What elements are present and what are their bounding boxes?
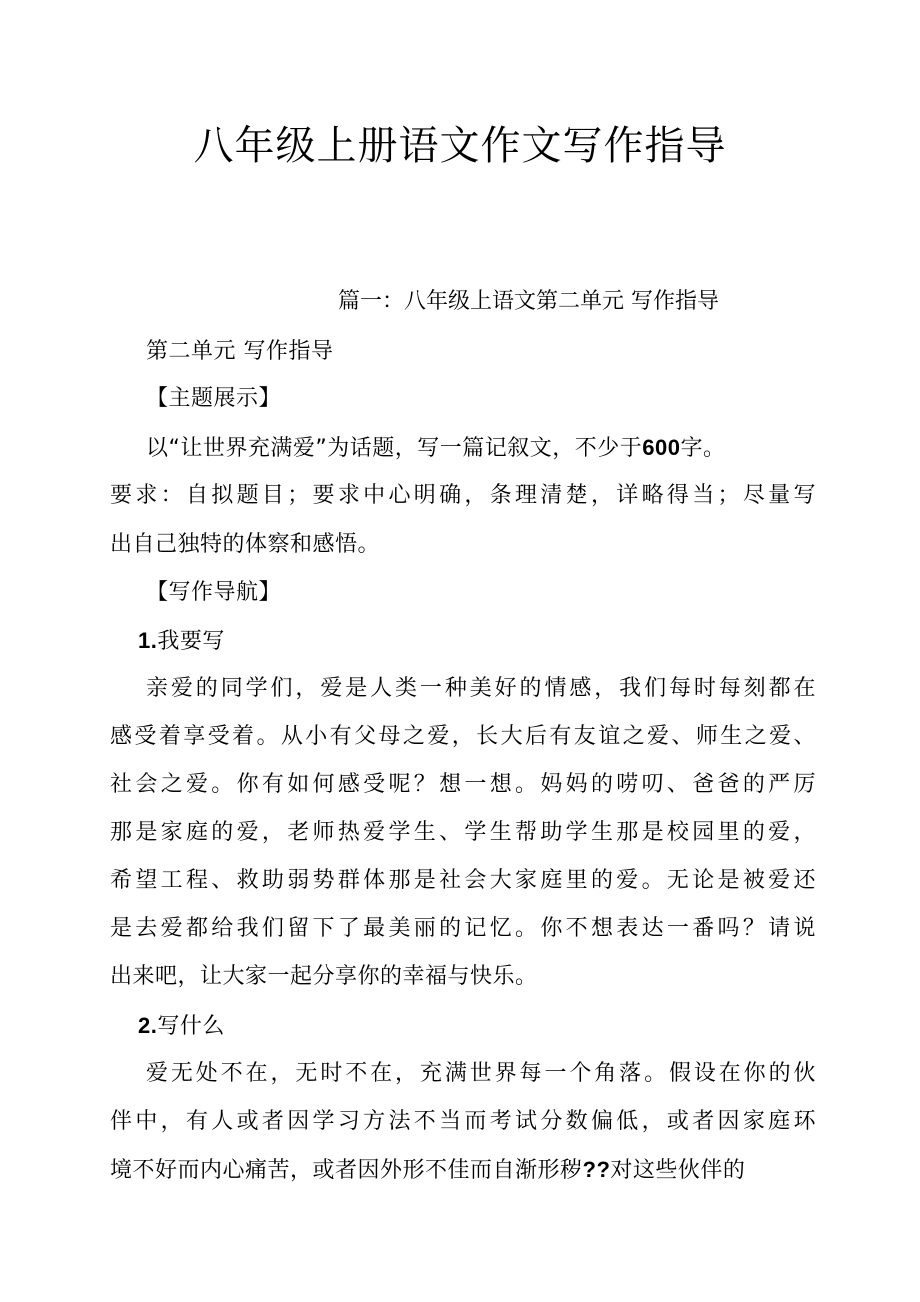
paragraph-line: 出来吧，让大家一起分享你的幸福与快乐。 (110, 964, 538, 989)
subheading-text: 我要写 (157, 629, 225, 654)
section-heading: 第二单元 写作指导 (146, 339, 334, 364)
prompt-text: 以“让世界充满爱”为话题，写一篇记叙文，不少于 (146, 436, 643, 461)
paragraph-line: 那是家庭的爱，老师热爱学生、学生帮助学生那是校园里的爱， (110, 820, 816, 845)
paragraph-line: 爱无处不在，无时不在，充满世界每一个角落。假设在你的伙 (146, 1061, 816, 1086)
paragraph-line: 是去爱都给我们留下了最美丽的记忆。你不想表达一番吗？请说 (110, 916, 816, 941)
subheading-1 (138, 625, 816, 658)
paragraph-line: 感受着享受着。从小有父母之爱，长大后有友谊之爱、师生之爱、 (110, 724, 816, 749)
prompt-suffix: 字。 (680, 436, 726, 461)
paragraph-line: 出自己独特的体察和感悟。 (110, 532, 381, 557)
guide-heading: 【写作导航】 (146, 580, 282, 605)
prompt-line (146, 432, 816, 465)
paragraph-line: 要求：自拟题目；要求中心明确，条理清楚，详略得当；尽量写 (110, 483, 816, 508)
word-count: 600 (642, 435, 681, 460)
paragraph-line: 伴中，有人或者因学习方法不当而考试分数偏低，或者因家庭环 (110, 1109, 816, 1134)
paragraph-line: 社会之爱。你有如何感受呢？想一想。妈妈的唠叨、爸爸的严厉 (110, 772, 816, 797)
subheading-2 (138, 1010, 816, 1043)
unknown-chars: ?? (582, 1157, 611, 1182)
document-title: 八年级上册语文作文写作指导 (193, 123, 727, 169)
subheading-number: 2. (138, 1013, 158, 1038)
theme-heading: 【主题展示】 (146, 386, 282, 411)
paragraph-text: 境不好而内心痛苦，或者因外形不佳而自渐形秽 (110, 1158, 583, 1183)
paragraph-text: 对这些伙伴的 (610, 1158, 746, 1183)
paragraph-line (110, 1154, 816, 1187)
subheading-text: 写什么 (157, 1014, 225, 1039)
document-subtitle: 篇一：八年级上语文第二单元 写作指导 (338, 289, 719, 314)
subheading-number: 1. (138, 628, 158, 653)
paragraph-line: 希望工程、救助弱势群体那是社会大家庭里的爱。无论是被爱还 (110, 868, 816, 893)
paragraph-line: 亲爱的同学们，爱是人类一种美好的情感，我们每时每刻都在 (146, 676, 816, 701)
